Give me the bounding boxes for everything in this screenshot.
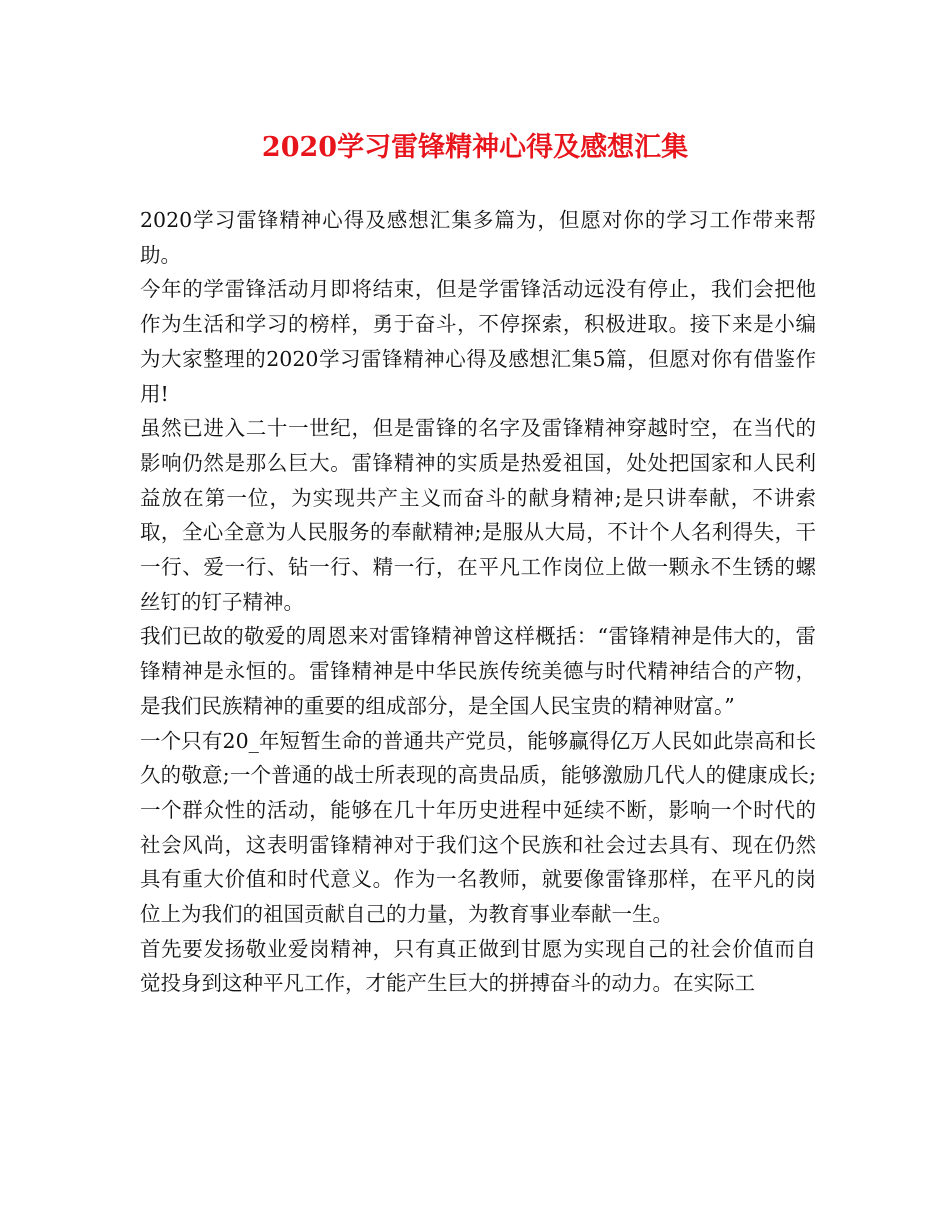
paragraph-significance: 一个只有20_年短暂生命的普通共产党员，能够赢得亿万人民如此崇高和长久的敬意;一个普通的战士所表现的高贵品质，能够激励几代人的健康成长;一个群众性的活动，能够在几十年历史进程中延续不断，影响一个时代的社会风尚，这表明雷锋精神对于我们这个民族和社会过去具有、现在仍然具有重大价值和时代意义。作为一名教师，就要像雷锋那样，在平凡的岗位上为我们的祖国贡献自己的力量，为教育事业奉献一生。 <box>140 728 816 927</box>
document-title: 2020学习雷锋精神心得及感想汇集 <box>261 132 689 163</box>
paragraph-intro: 2020学习雷锋精神心得及感想汇集多篇为，但愿对你的学习工作带来帮助。 <box>140 208 816 267</box>
paragraph-preface: 今年的学雷锋活动月即将结束，但是学雷锋活动远没有停止，我们会把他作为生活和学习的榜样，勇于奋斗，不停探索，积极进取。接下来是小编为大家整理的2020学习雷锋精神心得及感想汇集5篇，但愿对你有借鉴作用! <box>140 277 816 406</box>
paragraph-essence: 虽然已进入二十一世纪，但是雷锋的名字及雷锋精神穿越时空，在当代的影响仍然是那么巨大。雷锋精神的实质是热爱祖国，处处把国家和人民利益放在第一位，为实现共产主义而奋斗的献身精神;是只讲奉献，不讲索取，全心全意为人民服务的奉献精神;是服从大局，不计个人名利得失，干一行、爱一行、钻一行、精一行，在平凡工作岗位上做一颗永不生锈的螺丝钉的钉子精神。 <box>140 416 816 614</box>
paragraph-dedication: 首先要发扬敬业爱岗精神，只有真正做到甘愿为实现自己的社会价值而自觉投身到这种平凡工作，才能产生巨大的拼搏奋斗的动力。在实际工 <box>140 936 816 996</box>
document-body <box>140 203 816 1001</box>
paragraph-quote: 我们已故的敬爱的周恩来对雷锋精神曾这样概括：“雷锋精神是伟大的，雷锋精神是永恒的。雷锋精神是中华民族传统美德与时代精神结合的产物，是我们民族精神的重要的组成部分，是全国人民宝贵的精神财富。” <box>140 624 816 718</box>
